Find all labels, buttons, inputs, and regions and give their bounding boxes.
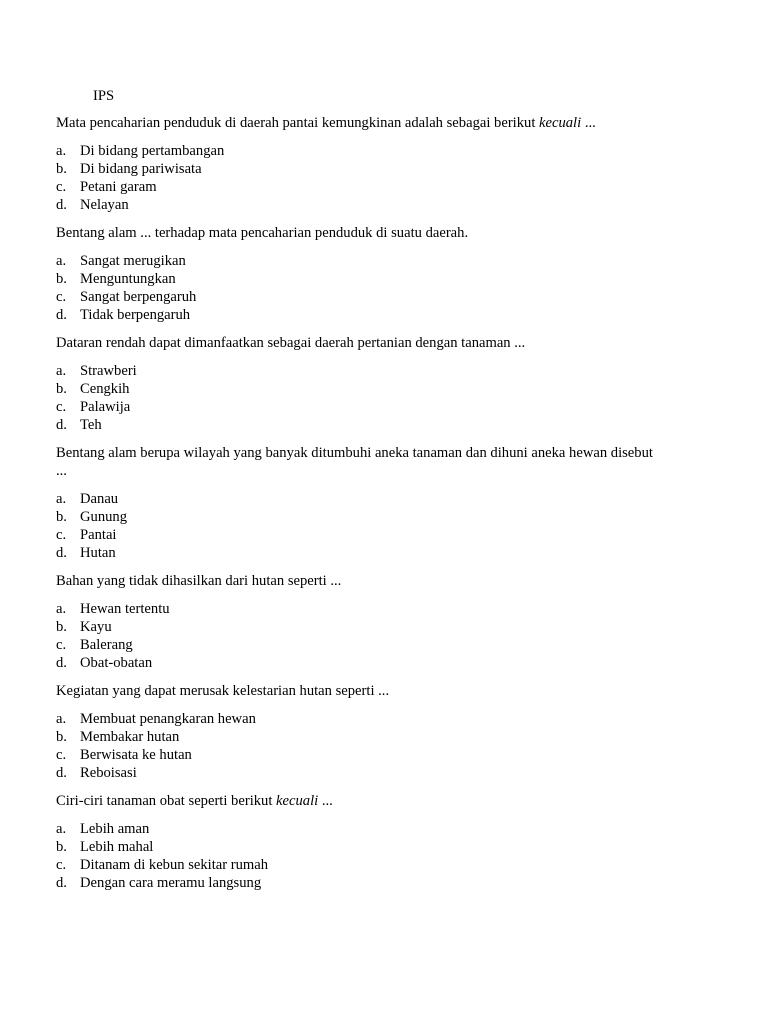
option-c	[56, 398, 656, 416]
question-text	[56, 444, 656, 480]
option-d	[56, 654, 656, 672]
option-d	[56, 416, 656, 434]
question-stem: Ciri-ciri tanaman obat seperti berikut	[56, 793, 277, 809]
option-letter: b.	[56, 509, 67, 525]
question-text	[56, 682, 656, 700]
question-text	[56, 224, 656, 242]
option-text: Sangat berpengaruh	[80, 289, 197, 305]
option-a	[56, 142, 656, 160]
option-letter: b.	[56, 839, 67, 855]
option-text: Kayu	[80, 619, 112, 635]
option-letter: a.	[56, 601, 67, 617]
option-letter: a.	[56, 363, 67, 379]
option-b	[56, 508, 656, 526]
option-text: Nelayan	[80, 197, 129, 213]
question-emphasis: kecuali	[276, 793, 319, 809]
option-text: Berwisata ke hutan	[80, 747, 192, 763]
question-suffix: ...	[581, 115, 596, 131]
option-list	[56, 142, 656, 214]
option-text: Hutan	[80, 545, 116, 561]
question-6	[56, 682, 656, 782]
option-text: Membuat penangkaran hewan	[80, 711, 256, 727]
option-b	[56, 380, 656, 398]
option-letter: c.	[56, 399, 67, 415]
option-text: Pantai	[80, 527, 117, 543]
option-text: Membakar hutan	[80, 729, 180, 745]
option-letter: a.	[56, 253, 67, 269]
option-letter: a.	[56, 711, 67, 727]
option-letter: c.	[56, 527, 67, 543]
option-text: Menguntungkan	[80, 271, 176, 287]
option-letter: b.	[56, 381, 67, 397]
question-text	[56, 114, 656, 132]
option-list	[56, 362, 656, 434]
option-list	[56, 490, 656, 562]
option-b	[56, 728, 656, 746]
option-d	[56, 874, 656, 892]
option-text: Tidak berpengaruh	[80, 307, 191, 323]
option-b	[56, 618, 656, 636]
option-letter: d.	[56, 197, 67, 213]
question-4	[56, 444, 656, 562]
option-letter: c.	[56, 179, 67, 195]
option-letter: d.	[56, 307, 67, 323]
option-letter: b.	[56, 271, 67, 287]
option-letter: b.	[56, 619, 67, 635]
question-2	[56, 224, 656, 324]
option-letter: a.	[56, 821, 67, 837]
option-letter: b.	[56, 161, 67, 177]
option-text: Cengkih	[80, 381, 130, 397]
option-letter: c.	[56, 747, 67, 763]
option-c	[56, 856, 656, 874]
question-emphasis: kecuali	[539, 115, 582, 131]
option-d	[56, 306, 656, 324]
question-text	[56, 572, 656, 590]
option-c	[56, 526, 656, 544]
option-text: Teh	[80, 417, 102, 433]
option-a	[56, 600, 656, 618]
option-list	[56, 252, 656, 324]
question-text	[56, 792, 656, 810]
option-text: Lebih aman	[80, 821, 150, 837]
option-list	[56, 600, 656, 672]
option-letter: d.	[56, 765, 67, 781]
question-7	[56, 792, 656, 892]
option-a	[56, 362, 656, 380]
subject-title: IPS	[93, 88, 115, 104]
option-text: Hewan tertentu	[80, 601, 170, 617]
option-a	[56, 490, 656, 508]
question-suffix: ...	[318, 793, 333, 809]
option-letter: a.	[56, 491, 67, 507]
option-text: Palawija	[80, 399, 131, 415]
question-1	[56, 114, 656, 214]
option-text: Strawberi	[80, 363, 137, 379]
option-text: Ditanam di kebun sekitar rumah	[80, 857, 269, 873]
option-text: Di bidang pertambangan	[80, 143, 225, 159]
option-letter: c.	[56, 289, 67, 305]
question-5	[56, 572, 656, 672]
option-text: Gunung	[80, 509, 128, 525]
question-3	[56, 334, 656, 434]
option-text: Danau	[80, 491, 119, 507]
option-list	[56, 710, 656, 782]
option-text: Reboisasi	[80, 765, 137, 781]
option-letter: c.	[56, 857, 67, 873]
option-c	[56, 636, 656, 654]
question-stem: Mata pencaharian penduduk di daerah pantai kemungkinan adalah sebagai berikut	[56, 115, 540, 131]
option-letter: d.	[56, 655, 67, 671]
option-b	[56, 838, 656, 856]
option-letter: d.	[56, 545, 67, 561]
option-d	[56, 196, 656, 214]
question-text	[56, 334, 656, 352]
option-b	[56, 160, 656, 178]
option-c	[56, 746, 656, 764]
option-letter: b.	[56, 729, 67, 745]
option-letter: c.	[56, 637, 67, 653]
option-text: Obat-obatan	[80, 655, 153, 671]
option-c	[56, 178, 656, 196]
option-text: Petani garam	[80, 179, 157, 195]
option-text: Balerang	[80, 637, 133, 653]
option-letter: d.	[56, 417, 67, 433]
option-text: Sangat merugikan	[80, 253, 186, 269]
option-d	[56, 764, 656, 782]
option-a	[56, 820, 656, 838]
option-a	[56, 710, 656, 728]
option-letter: a.	[56, 143, 67, 159]
option-text: Dengan cara meramu langsung	[80, 875, 262, 891]
option-a	[56, 252, 656, 270]
option-c	[56, 288, 656, 306]
question-stem: Dataran rendah dapat dimanfaatkan sebagai daerah pertanian dengan tanaman ...	[56, 335, 526, 351]
option-letter: d.	[56, 875, 67, 891]
option-text: Lebih mahal	[80, 839, 154, 855]
question-stem: Kegiatan yang dapat merusak kelestarian hutan seperti ...	[56, 683, 390, 699]
option-d	[56, 544, 656, 562]
option-b	[56, 270, 656, 288]
question-stem: Bahan yang tidak dihasilkan dari hutan seperti ...	[56, 573, 342, 589]
option-list	[56, 820, 656, 892]
option-text: Di bidang pariwisata	[80, 161, 202, 177]
question-list	[56, 114, 656, 902]
question-stem: Bentang alam ... terhadap mata pencaharian penduduk di suatu daerah.	[56, 225, 469, 241]
question-stem: Bentang alam berupa wilayah yang banyak ditumbuhi aneka tanaman dan dihuni aneka hewan disebut ...	[56, 445, 653, 479]
